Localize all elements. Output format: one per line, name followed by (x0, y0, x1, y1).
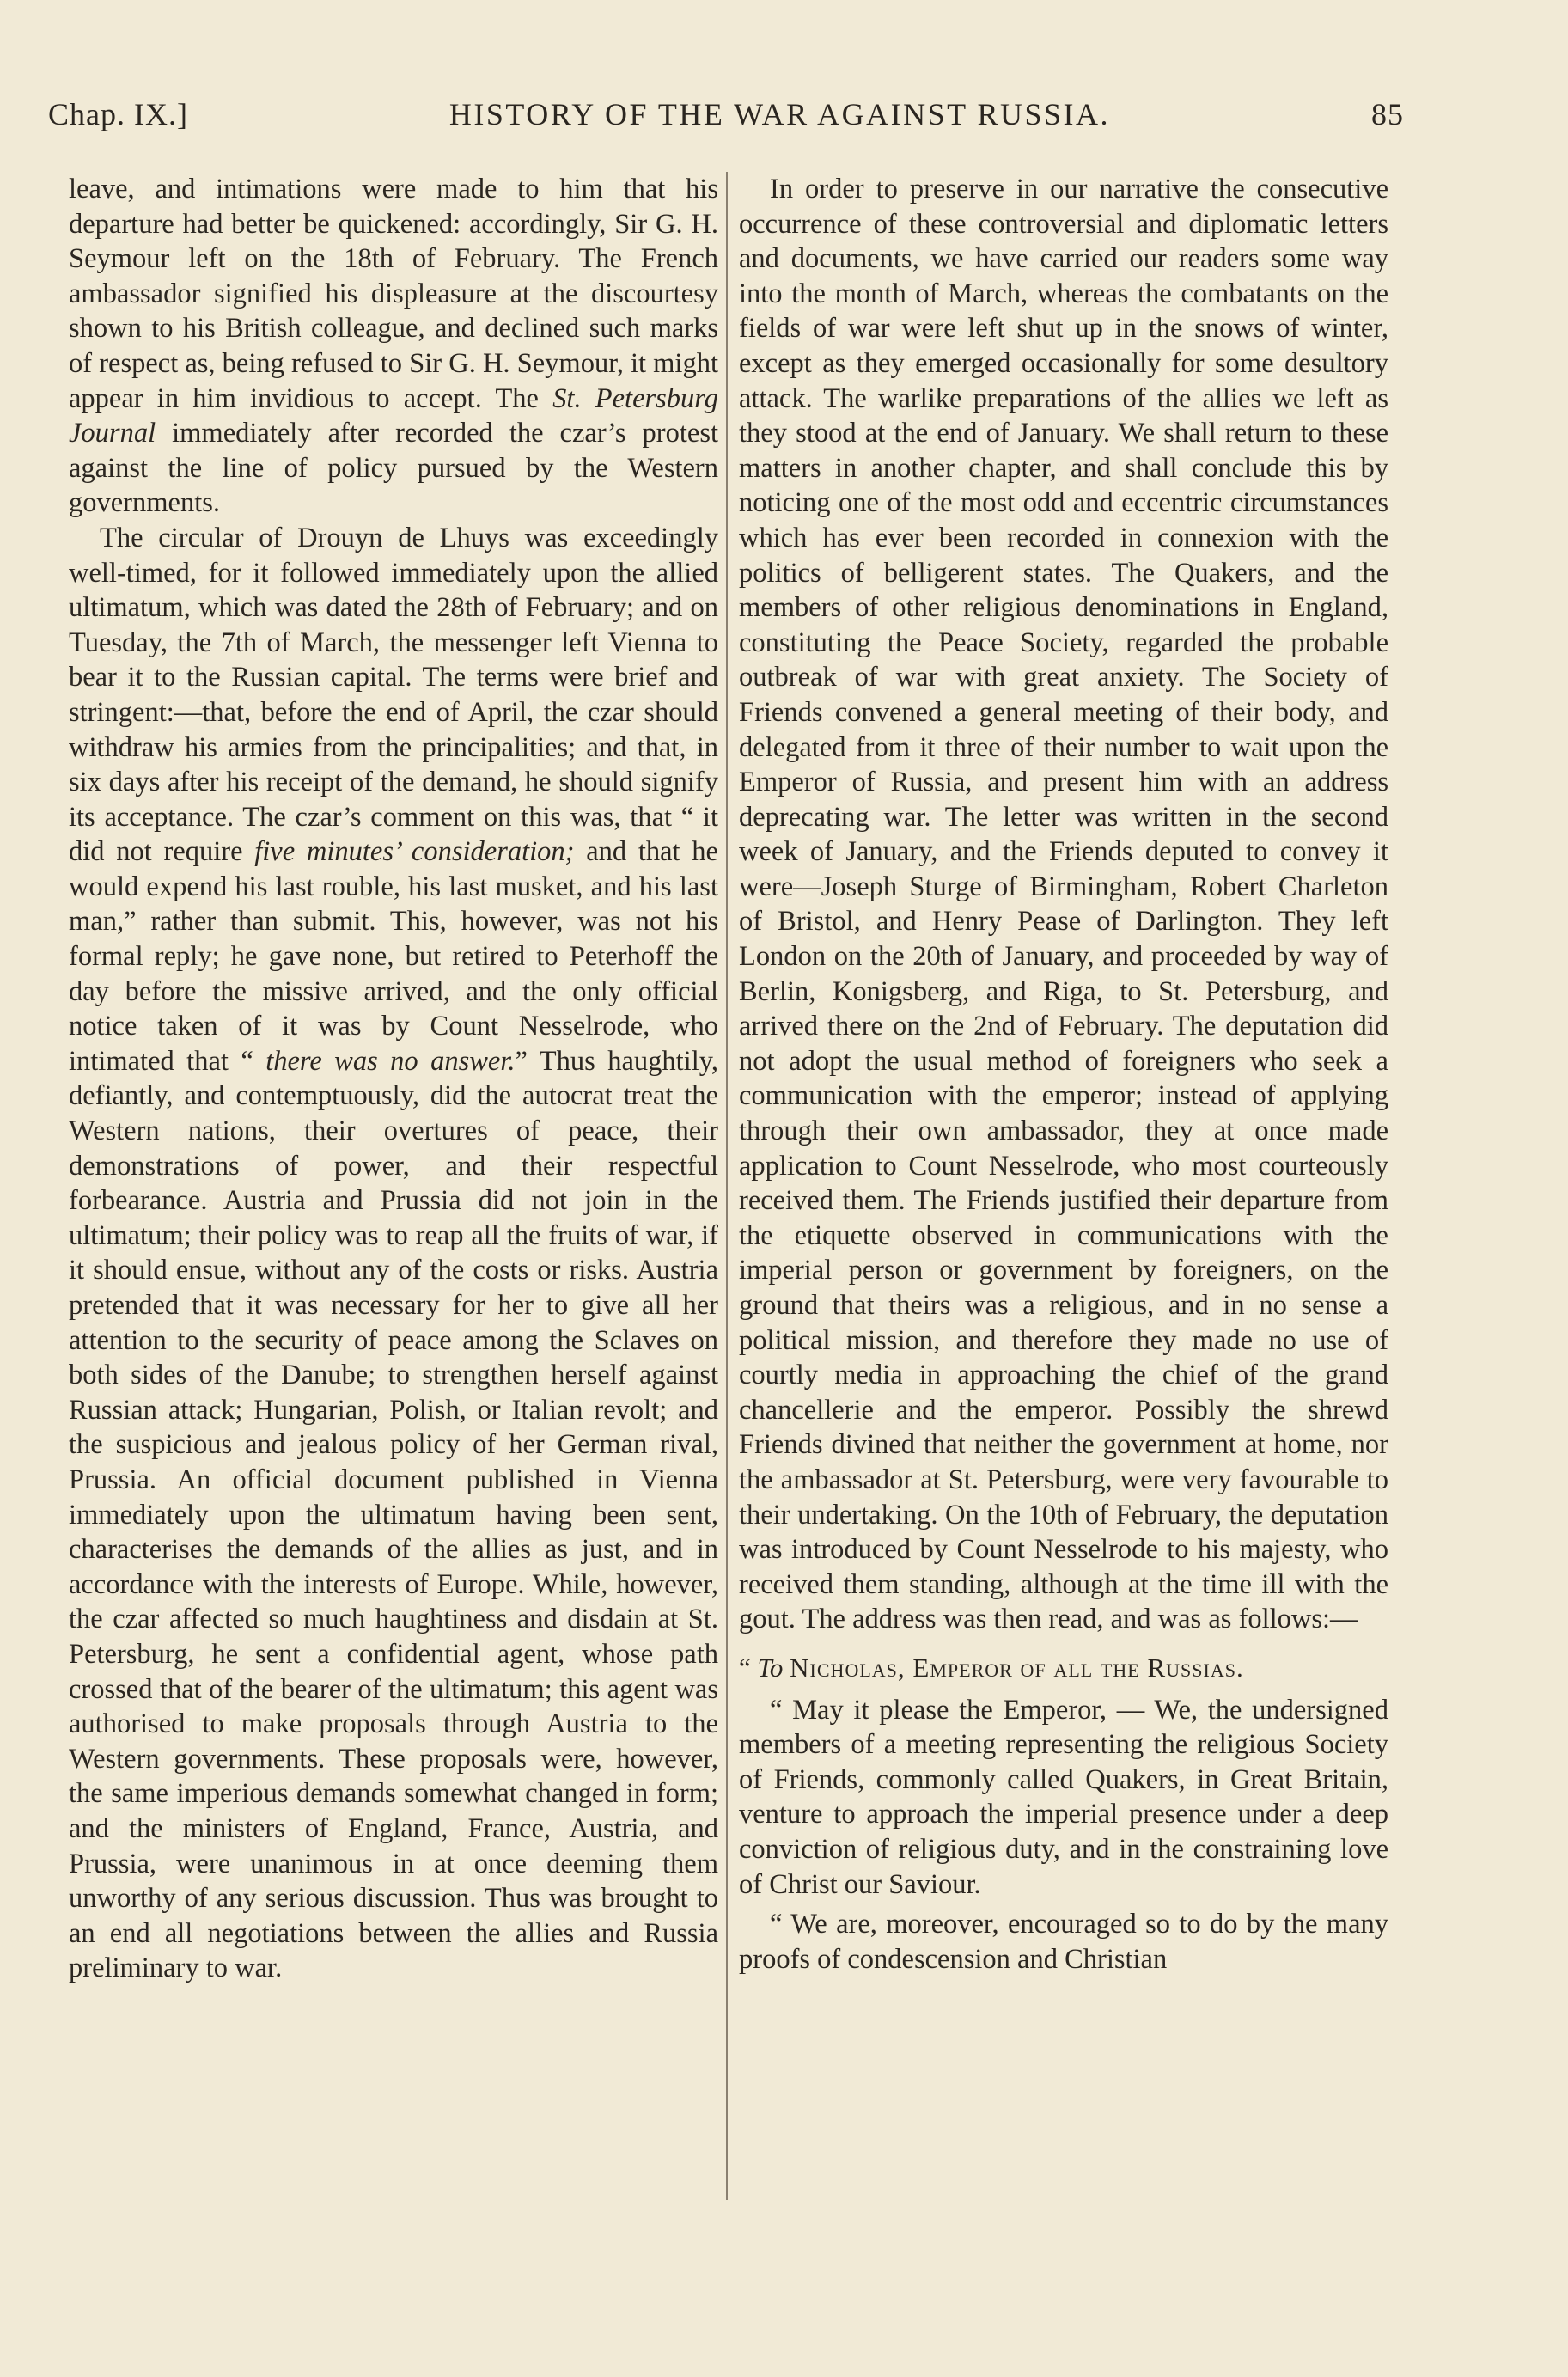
paragraph: “ May it please the Emperor, — We, the undersigned members of a meeting representing the religious Society of Friends, commonly called Quakers, in Great Britain, venture to approach the imperial presence under a deep conviction of religious duty, and in the constraining love of Christ our Saviour. (739, 1694, 1388, 1900)
journal-title: St. Petersburg Journal (69, 382, 718, 449)
paragraph: leave, and intimations were made to him that his departure had better be quickened: accordingly, Sir G. H. Seymour left on the 18th of February. The French ambassador signified his displeasure at the discourtesy shown to his British colleague, and declined such marks of respect as, being refused to Sir G. H. Seymour, it might appear in him invidious to accept. The St. Petersburg Journal immediately after recorded the czar’s protest against the line of policy pursued by the Western governments. (69, 174, 718, 519)
paragraph: In order to preserve in our narrative the consecutive occurrence of these controversial and diplomatic letters and documents, we have carried our readers some way into the month of March, whereas the combatants on the fields of war were left shut up in the snows of winter, except as they emerged occasionally for some desultory attack. The warlike preparations of the allies we left as they stood at the end of January. We shall return to these matters in another chapter, and shall conclude this by noticing one of the most odd and eccentric circumstances which has ever been recorded in connexion with the politics of belligerent states. The Quakers, and the members of other religious denominations in England, constituting the Peace Society, regarded the probable outbreak of war with great anxiety. The Society of Friends convened a general meeting of their body, and delegated from it three of their number to wait upon the Emperor of Russia, and present him with an address deprecating war. The letter was written in the second week of January, and the Friends deputed to convey it were—Joseph Sturge of Birmingham, Robert Charleton of Bristol, and Henry Pease of Darlington. They left London on the 20th of January, and proceeded by way of Berlin, Konigsberg, and Riga, to St. Petersburg, and arrived there on the 2nd of February. The deputation did not adopt the usual method of foreigners who seek a communication with the emperor; instead of applying through their own ambassador, they at once made application to Count Nesselrode, who most courteously received them. The Friends justified their departure from the etiquette observed in communications with the imperial person or government by foreigners, on the ground that theirs was a religious, and in no sense a political mission, and therefore they made no use of courtly media in approaching the chief of the grand chancellerie and the emperor. Possibly the shrewd Friends divined that neither the government at home, nor the ambassador at St. Petersburg, were very favourable to their undertaking. On the 10th of February, the deputation was introduced by Count Nesselrode to his majesty, who received them standing, although at the time ill with the gout. The address was then read, and was as follows:— (739, 174, 1388, 1635)
paragraph: The circular of Drouyn de Lhuys was exceedingly well-timed, for it followed immediately upon the allied ultimatum, which was dated the 28th of February; and on Tuesday, the 7th of March, the messenger left Vienna to bear it to the Russian capital. The terms were brief and stringent:—that, before the end of April, the czar should withdraw his armies from the principalities; and that, in six days after his receipt of the demand, he should signify its acceptance. The czar’s comment on this was, that “ it did not require five minutes’ consideration; and that he would expend his last rouble, his last musket, and his last man,” rather than submit. This, however, was not his formal reply; he gave none, but retired to Peterhoff the day before the missive arrived, and the only official notice taken of it was by Count Nesselrode, who intimated that “ there was no answer.” Thus haughtily, defiantly, and contemptuously, did the autocrat treat the Western nations, their overtures of peace, their demonstrations of power, and their respectful forbearance. Austria and Prussia did not join in the ultimatum; their policy was to reap all the fruits of war, if it should ensue, without any of the costs or risks. Austria pretended that it was necessary for her to give all her attention to the security of peace among the Sclaves on both sides of the Danube; to strengthen herself against Russian attack; Hungarian, Polish, or Italian revolt; and the suspicious and jealous policy of her German rival, Prussia. An official document published in Vienna immediately upon the ultimatum having been sent, characterises the demands of the allies as just, and in accordance with the interests of Europe. While, however, the czar affected so much haughtiness and disdain at St. Petersburg, he sent a confidential agent, whose path crossed that of the bearer of the ultimatum; this agent was authorised to make proposals through Austria to the Western governments. These proposals were, however, the same imperious demands somewhat changed in form; and the ministers of England, France, Austria, and Prussia, were unanimous in at once deeming them unworthy of any serious discussion. Thus was brought to an end all negotiations between the allies and Russia preliminary to war. (69, 522, 718, 1984)
running-header (48, 96, 1404, 148)
column-divider (726, 172, 728, 2200)
emphasis: five minutes’ consideration; (254, 836, 575, 868)
left-column (69, 172, 718, 2320)
paragraph: “ We are, moreover, encouraged so to do by the many proofs of condescension and Christian (739, 1909, 1388, 1975)
address-salutation: “ To Nicholas, Emperor of all the Russias. (739, 1652, 1244, 1683)
emphasis: there was no answer. (265, 1045, 516, 1077)
right-column (739, 172, 1388, 2320)
chapter-label: Chap. IX.] (48, 97, 188, 131)
page-title: HISTORY OF THE WAR AGAINST RUSSIA. (448, 97, 1111, 131)
page-number: 85 (1371, 97, 1404, 131)
